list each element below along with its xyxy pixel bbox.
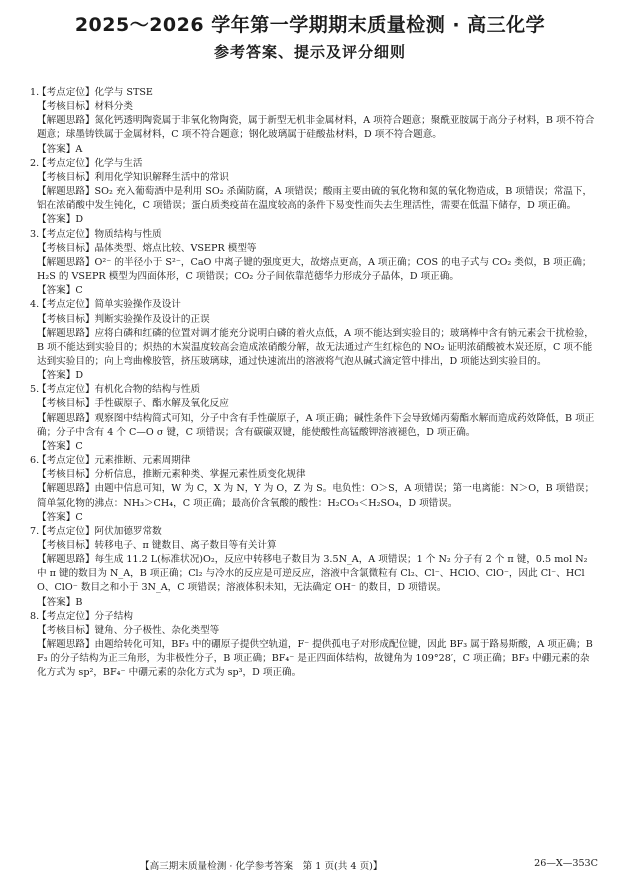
question-number: 7. [30, 525, 40, 537]
answer-line: 【答案】C [37, 440, 83, 452]
answer-line: 【答案】A [37, 143, 83, 155]
question-number: 6. [30, 455, 40, 467]
answer-item-8 [30, 610, 598, 681]
answer-line: 【答案】D [37, 214, 84, 226]
page-title: 2025～2026 学年第一学期期末质量检测 · 高三化学 [74, 14, 546, 36]
solution-text: 【解题思路】由题给转化可知，BF₃ 中的硼原子提供空轨道，F⁻ 提供孤电子对形成配位键，因此 BF₃ 属于路易斯酸，A 项正确；BF₃ 的分子结构为正三角形，为非极性分子，B 项正确；BF₄⁻ 是正四面体结构，故键角为 109°28′，C 项正确；BF₃ 中硼元素的杂化方式为 sp²，BF₄⁻ 中硼元素的杂化方式为 sp³，D 项正确。 [37, 639, 593, 679]
answer-line: 【答案】C [37, 511, 83, 523]
answer-item-7 [30, 525, 598, 610]
answer-item-6 [30, 454, 598, 525]
topic-line: 【考点定位】元素推断、元素周期律 [37, 455, 191, 467]
topic-line: 【考点定位】化学与生活 [37, 157, 143, 169]
solution-text: 【解题思路】应将白磷和红磷的位置对调才能充分说明白磷的着火点低，A 项不能达到实验目的；玻璃棒中含有钠元素会干扰检验，B 项不能达到实验目的；炽热的木炭温度较高会造成浓硝酸分解，故无法通过产生红棕色的 NO₂ 证明浓硝酸被木炭还原，C 项不能达到实验目的；向上弯曲橡胶管，挤压玻璃球，通过快速流出的溶液将气泡从碱式滴定管中排出，D 项能达到实验目的。 [37, 327, 594, 367]
topic-line: 【考点定位】有机化合物的结构与性质 [37, 384, 201, 396]
objective-line: 【考核目标】判断实验操作及设计的正误 [37, 313, 210, 325]
solution-text: 【解题思路】氮化钙透明陶瓷属于非氧化物陶瓷，属于新型无机非金属材料，A 项符合题意；聚酰亚胺属于高分子材料，B 项不符合题意；球墨铸铁属于金属材料，C 项不符合题意；钢化玻璃属于硅酸盐材料，D 项不符合题意。 [37, 115, 595, 141]
answer-line: 【答案】B [37, 596, 83, 608]
topic-line: 【考点定位】化学与 STSE [37, 87, 153, 98]
solution-text: 【解题思路】观察图中结构简式可知，分子中含有手性碳原子，A 项正确；碱性条件下会导致烯丙菊酯水解而造成药效降低，B 项正确；分子中含有 4 个 C—O σ 键，C 项错误；含有碳碳双键，能使酸性高锰酸钾溶液褪色，D 项正确。 [37, 412, 595, 438]
topic-line: 【考点定位】阿伏加德罗常数 [37, 525, 162, 537]
solution-text: 【解题思路】由题中信息可知，W 为 C，X 为 N，Y 为 O，Z 为 S。电负性：O＞S，A 项错误；第一电离能：N＞O，B 项错误；简单氢化物的沸点：NH₃＞CH₄，C 项正确；最高价含氧酸的酸性：H₂CO₃＜H₂SO₄，D 项错误。 [37, 483, 595, 509]
question-number: 5. [30, 384, 40, 396]
question-number: 2. [30, 157, 40, 169]
solution-text: 【解题思路】SO₂ 充入葡萄酒中是利用 SO₂ 杀菌防腐，A 项错误；酸雨主要由硫的氧化物和氮的氧化物造成，B 项错误；常温下，铝在浓硝酸中发生钝化，C 项错误；蛋白质类疫苗在温度较高的条件下易变性而失去生理活性，需要在低温下储存，D 项正确。 [37, 186, 593, 212]
objective-line: 【考核目标】键角、分子极性、杂化类型等 [37, 624, 220, 636]
answer-item-4 [30, 298, 598, 383]
solution-text: 【解题思路】O²⁻ 的半径小于 S²⁻，CaO 中离子键的强度更大，故熔点更高，A 项正确；COS 的电子式与 CO₂ 类似，B 项正确；H₂S 的 VSEPR 模型为四面体形，C 项错误；CO₂ 分子间依靠范德华力形成分子晶体，D 项正确。 [37, 256, 592, 283]
topic-line: 【考点定位】分子结构 [37, 610, 133, 622]
objective-line: 【考核目标】材料分类 [37, 101, 133, 113]
page-subtitle: 参考答案、提示及评分细则 [213, 43, 406, 61]
topic-line: 【考点定位】简单实验操作及设计 [37, 299, 181, 311]
answer-item-2 [30, 157, 598, 228]
question-number: 1. [30, 87, 40, 98]
answer-item-1 [30, 86, 598, 157]
answer-line: 【答案】C [37, 285, 83, 297]
objective-line: 【考核目标】利用化学知识解释生活中的常识 [37, 171, 229, 183]
objective-line: 【考核目标】晶体类型、熔点比较、VSEPR 模型等 [37, 242, 257, 254]
objective-line: 【考核目标】分析信息，推断元素种类、掌握元素性质变化规律 [37, 469, 306, 481]
solution-text: 【解题思路】每生成 11.2 L(标准状况)O₂，反应中转移电子数目为 3.5N_A，A 项错误；1 个 N₂ 分子有 2 个 π 键，0.5 mol N₂ 中 π 键的数目为 N_A，B 项正确；Cl₂ 与冷水的反应是可逆反应，溶液中含氯微粒有 Cl₂、Cl⁻、HClO、ClO⁻，因此 Cl⁻、HClO、ClO⁻ 数目之和小于 3N_A，C 项错误；溶液体积未知，无法确定 OH⁻ 的数目，D 项错误。 [37, 554, 588, 594]
answer-item-3 [30, 228, 598, 299]
document-code: 26—X—353C [534, 858, 598, 869]
page-footer: 【高三期末质量检测 · 化学参考答案 第 1 页(共 4 页)】 [140, 861, 383, 872]
objective-line: 【考核目标】手性碳原子、酯水解及氧化反应 [37, 398, 229, 410]
answer-item-5 [30, 383, 598, 454]
answer-list [30, 86, 598, 681]
question-number: 4. [30, 299, 40, 311]
question-number: 3. [30, 228, 40, 240]
answer-line: 【答案】D [37, 370, 84, 382]
question-number: 8. [30, 610, 40, 622]
topic-line: 【考点定位】物质结构与性质 [37, 228, 162, 240]
objective-line: 【考核目标】转移电子、π 键数目、离子数目等有关计算 [37, 540, 277, 551]
